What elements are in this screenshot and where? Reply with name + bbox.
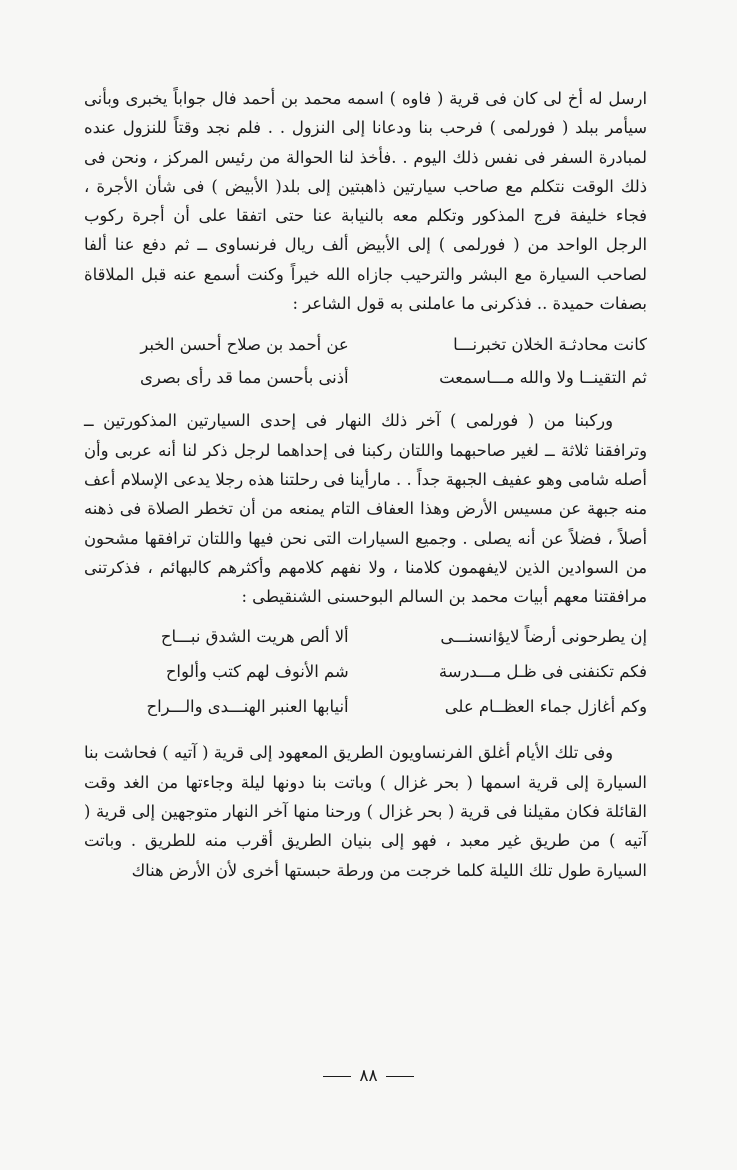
paragraph-2: وركبنا من ( فورلمى ) آخر ذلك النهار فى إحدى السيارتين المذكورتين ــ وترافقنا ثلاثة ــ لغير صاحبهما واللتان ركبنا فى إحداهما لرجل ذكر لنا أنه عربى وأن أصله شامى وهو عفيف الجبهة جداً . . مارأينا فى رحلتنا هذه رجلا يدعى الإسلام أعف منه جبهة عن مسيس الأرض وهذا العفاف التام يمنعه من أن تخطر الصلاة فى ذهنه أصلاً ، فضلاً عن أنه يصلى . وجميع السيارات التى نحن فيها واللتان ترافقها مشحون من السوادين الذين لايفهمون كلامنا ، ولا نفهم كلامهم وأكثرهم كالبهائم ، فذكرتنى مرافقتنا معهم أبيات محمد بن السالم البوحسنى الشنقيطى : xyxy=(84,411,647,607)
poem-1-verse-1 xyxy=(84,328,647,361)
poem-1-verse-1-second-hemistich: عن أحمد بن صلاح أحسن الخبر xyxy=(140,335,349,355)
poem-2-verse-2-second-hemistich: شم الأنوف لهم كتب وألواح xyxy=(165,662,349,682)
poem-2-verse-3-second-hemistich: أنيابها العنبر الهنـــدى والـــراح xyxy=(146,697,349,717)
poem-2-verse-1 xyxy=(84,619,647,654)
poem-2-verse-2 xyxy=(84,654,647,689)
poem-2-verse-3 xyxy=(84,689,647,724)
poem-2-verse-1-second-hemistich: ألا ألص هريت الشدق نبـــاح xyxy=(160,627,349,647)
paragraph-1: ارسل له أخ لى كان فى قرية ( فاوه ) اسمه محمد بن أحمد فال جواباً يخبرى وبأنى سيأمر ببلد ( فورلمى ) فرحب بنا ودعانا إلى النزول . . فلم نجد وقتاً للنزول عنده لمبادرة السفر فى نفس ذلك اليوم . .فأخذ لنا الحوالة من رئيس المركز ، ونحن فى ذلك الوقت نتكلم مع صاحب سيارتين ذاهبتين إلى بلد( الأبيض ) فى شأن الأجرة ، فجاء خليفة فرج المذكور وتكلم معه بالنيابة عنا حتى اتفقا على أن أجرة ركوب الرجل الواحد من ( فورلمى ) إلى الأبيض ألف ريال فرنساوى ــ ثم دفع عنا ألفا لصاحب السيارة مع البشر والترحيب جازاه الله خيراً وكنت أسمع عنه قبل الملاقاة بصفات حميدة .. فذكرنى ما عاملنى به قول الشاعر : xyxy=(84,89,647,314)
poem-1-verse-2-first-hemistich: ثم التقينــا ولا والله مـــاسمعت xyxy=(439,368,647,388)
poem-1-verse-2 xyxy=(84,361,647,394)
poem-1-verse-1-first-hemistich: كانت محادثـة الخلان تخبرنـــا xyxy=(453,335,647,355)
page-number-value: ٨٨ xyxy=(359,1066,378,1086)
poem-1 xyxy=(84,328,647,394)
poem-2 xyxy=(84,619,647,724)
poem-2-verse-3-first-hemistich: وكم أغازل جماء العظــام على xyxy=(444,697,647,717)
poem-2-verse-1-first-hemistich: إن يطرحونى أرضاً لايؤانسنـــى xyxy=(440,627,647,647)
page-number-dash-left xyxy=(323,1076,351,1077)
page-number xyxy=(0,1066,737,1086)
poem-1-verse-2-second-hemistich: أذنى بأحسن مما قد رأى بصرى xyxy=(140,368,349,388)
paragraph-3: وفى تلك الأيام أغلق الفرنساويون الطريق المعهود إلى قرية ( آتيه ) فحاشت بنا السيارة إلى قرية اسمها ( بحر غزال ) وباتت بنا دونها ليلة وجاءتها من الغد وقت القائلة فكان مقيلنا فى قرية ( بحر غزال ) ورحنا منها آخر النهار متوجهين إلى قرية ( آتيه ) من طريق غير معبد ، فهو إلى بنيان الطريق أقرب منه للطريق . وباتت السيارة طول تلك الليلة كلما خرجت من ورطة حبستها أخرى لأن الأرض هناك xyxy=(84,743,647,880)
poem-2-verse-2-first-hemistich: فكم تكنفنى فى ظـل مـــدرسة xyxy=(438,662,647,682)
page-number-dash-right xyxy=(386,1076,414,1077)
